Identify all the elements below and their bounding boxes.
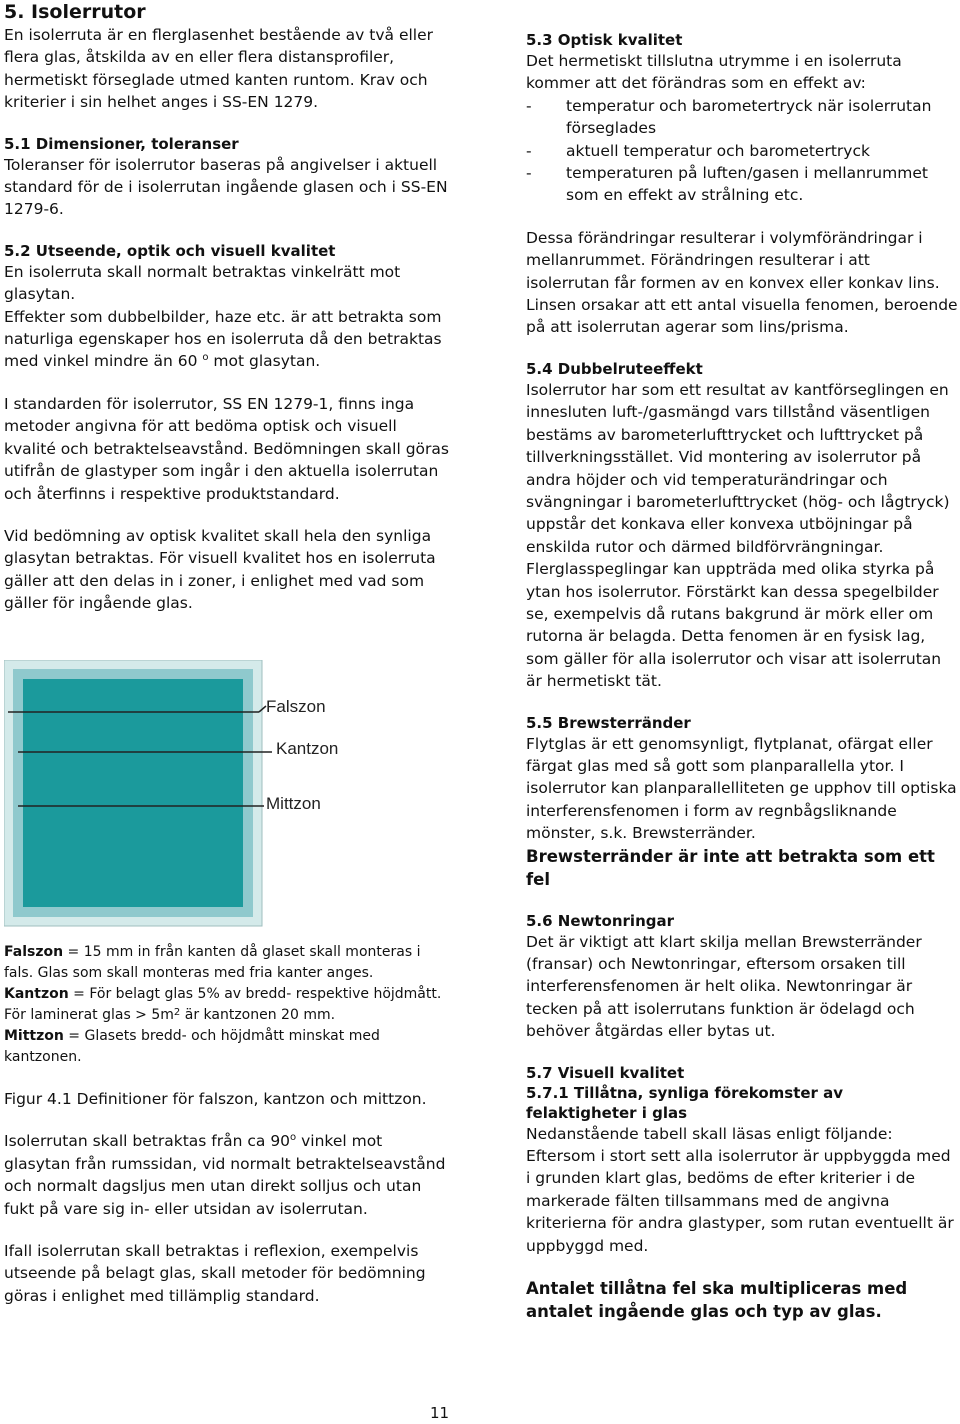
definition: = Glasets bredd- och höjdmått minskat med kantzonen. bbox=[4, 1028, 380, 1065]
section-5-1-heading: 5.1 Dimensioner, toleranser bbox=[4, 134, 239, 153]
zone-diagram bbox=[4, 660, 444, 928]
final-bold-note: Antalet tillåtna fel ska multipliceras med antalet ingående glas och typ av glas. bbox=[526, 1279, 908, 1322]
section-title: 5. Isolerrutor bbox=[4, 1, 146, 23]
figure-legend bbox=[4, 942, 450, 1307]
legend-mittzon bbox=[4, 1026, 450, 1068]
definition: = 15 mm in från kanten då glaset skall monteras i fals. Glas som skall monteras med fria kanter anges. bbox=[4, 944, 421, 981]
page-number: 11 bbox=[430, 1404, 450, 1422]
figure-caption: Figur 4.1 Definitioner för falszon, kantzon och mittzon. bbox=[4, 1090, 427, 1108]
definition: är kantzonen 20 mm. bbox=[180, 1007, 336, 1023]
kantzon-label: Kantzon bbox=[276, 739, 339, 758]
legend-kantzon bbox=[4, 984, 450, 1026]
mittzon-label: Mittzon bbox=[266, 794, 321, 813]
definition: = För belagt glas 5% av bredd- respektive höjdmått. För laminerat glas > 5m bbox=[4, 986, 442, 1023]
section-5-5-heading: 5.5 Brewsterränder bbox=[526, 713, 691, 732]
legend-falszon bbox=[4, 942, 450, 984]
section-5-3-text-2: Dessa förändringar resulterar i volymförändringar i mellanrummet. Förändringen resulterar i att isolerrutan får formen av en konvex eller konkav lins. Linsen orsakar att ett antal visuella fenomen, beroende på att isolerrutan agerar som lins/prisma. bbox=[526, 228, 958, 337]
falszon-label: Falszon bbox=[266, 697, 326, 716]
section-5-3-text: Det hermetiskt tillslutna utrymme i en isolerruta kommer att det förändras som en effekt av: bbox=[526, 52, 902, 93]
right-column bbox=[526, 30, 958, 1323]
section-5-2-text-1: En isolerruta skall normalt betraktas vinkelrätt mot glasytan. bbox=[4, 262, 401, 304]
list-item: - temperatur och barometertryck när isolerrutan förseglades bbox=[526, 95, 958, 140]
reflexion-paragraph: Ifall isolerrutan skall betraktas i reflexion, exempelvis utseende på belagt glas, skall metoder för bedömning göras i enlighet med tillämplig standard. bbox=[4, 1242, 426, 1305]
left-column bbox=[4, 0, 450, 615]
zone-diagram-svg bbox=[4, 660, 444, 928]
term: Kantzon bbox=[4, 986, 69, 1002]
section-5-7-heading: 5.7 Visuell kvalitet bbox=[526, 1063, 685, 1082]
term: Falszon bbox=[4, 944, 64, 960]
text-part: mot glasytan. bbox=[208, 352, 321, 371]
standard-paragraph: I standarden för isolerrutor, SS EN 1279-1, finns inga metoder angivna för att bedöma optisk och visuell kvalité och betraktelseavstånd. Bedömningen skall göras utifrån de glastyper som ingår i den aktuella isolerrutan och återfinns i respektive produktstandard. bbox=[4, 394, 449, 503]
section-5-4-text: Isolerrutor har som ett resultat av kantförseglingen en innesluten luft-/gasmängd vars tillstånd väsentligen bestäms av barometerlufttrycket och lufttrycket på tillverkningsstället. Vid montering av isolerrutor på andra höjder och vid temperaturändringar och svängningar i barometerlufttrycket (hög- och lågtryck) uppstår det konkava eller konvexa utböjningar på enskilda rutor och därmed bildförvrängningar. Flerglasspeglingar kan uppträda med olika styrka på ytan hos isolerrutor. Förstärkt kan dessa spegelbilder se, exempelvis då rutans bakgrund är mörk eller om rutorna är belagda. Detta fenomen är en fysisk lag, som gäller för alla isolerrutor och visar att isolerrutan är hermetiskt tät. bbox=[526, 380, 950, 691]
section-5-2-heading: 5.2 Utseende, optik och visuell kvalitet bbox=[4, 241, 336, 260]
superscript: 2 bbox=[173, 1007, 181, 1018]
mittzon-area bbox=[23, 679, 243, 907]
section-5-2-text-2 bbox=[4, 306, 450, 373]
section-5-6-heading: 5.6 Newtonringar bbox=[526, 911, 675, 930]
list-item: - temperaturen på luften/gasen i mellanrummet som en effekt av strålning etc. bbox=[526, 162, 958, 207]
section-5-7-1-text: Nedanstående tabell skall läsas enligt följande: Eftersom i stort sett alla isolerrutor är uppbyggda med i grunden klart glas, bedöms de efter kriterier i de markerade fälten tillsammans med de angivna kriterierna för andra glastyper, som rutan eventuellt är uppbyggd med. bbox=[526, 1124, 954, 1255]
section-5-5-text: Flytglas är ett genomsynligt, flytplanat, ofärgat eller färgat glas med så gott som planparallella ytor. I isolerrutor kan planparallelliteten ge upphov till optiska interferensfenomen i form av regnbågsliknande mönster, s.k. Brewsterränder. bbox=[526, 734, 957, 843]
text-part: vinkel mot glasytan från rumssidan, vid normalt betraktelseavstånd och normalt dagsljus men utan direkt solljus och utan fukt på vare sig in- eller utsidan av isolerrutan. bbox=[4, 1132, 446, 1218]
section-5-3-heading: 5.3 Optisk kvalitet bbox=[526, 31, 683, 49]
section-5-6-text: Det är viktigt att klart skilja mellan Brewsterränder (fransar) och Newtonringar, eftersom orsaken till interferensfenomen är helt olika. Newtonringar är tecken på att isolerrutans funktion är ödelagd och behöver åtgärdas eller bytas ut. bbox=[526, 932, 922, 1041]
betraktas-paragraph bbox=[4, 1130, 450, 1220]
bedomning-paragraph: Vid bedömning av optisk kvalitet skall hela den synliga glasytan betraktas. För visuell kvalitet hos en isolerruta gäller att den delas in i zoner, i enlighet med vad som gäller för ingående glas. bbox=[4, 526, 436, 613]
section-5-5-bold: Brewsterränder är inte att betrakta som ett fel bbox=[526, 846, 935, 889]
text-part: Isolerrutan skall betraktas från ca 90 bbox=[4, 1132, 291, 1151]
text-part: Effekter som dubbelbilder, haze etc. är att betrakta som naturliga egenskaper hos en isolerruta då den betraktas med vinkel mindre än 60 bbox=[4, 307, 442, 371]
list-item: - aktuell temperatur och barometertryck bbox=[526, 140, 958, 162]
degree-mark: o bbox=[202, 352, 209, 364]
degree-mark: o bbox=[290, 1132, 297, 1144]
section-5-4-heading: 5.4 Dubbelruteeffekt bbox=[526, 359, 703, 378]
intro-paragraph: En isolerruta är en flerglasenhet bestående av två eller flera glas, åtskilda av en eller flera distansprofiler, hermetiskt förseglade utmed kanten runtom. Krav och kriterier i sin helhet anges i SS-EN 1279. bbox=[4, 26, 433, 112]
effect-list bbox=[526, 95, 958, 207]
term: Mittzon bbox=[4, 1028, 64, 1044]
section-5-1-text: Toleranser för isolerrutor baseras på angivelser i aktuell standard för de i isolerrutan ingående glasen och i SS-EN 1279-6. bbox=[4, 155, 448, 219]
section-5-7-1-heading: 5.7.1 Tillåtna, synliga förekomster av felaktigheter i glas bbox=[526, 1083, 844, 1122]
